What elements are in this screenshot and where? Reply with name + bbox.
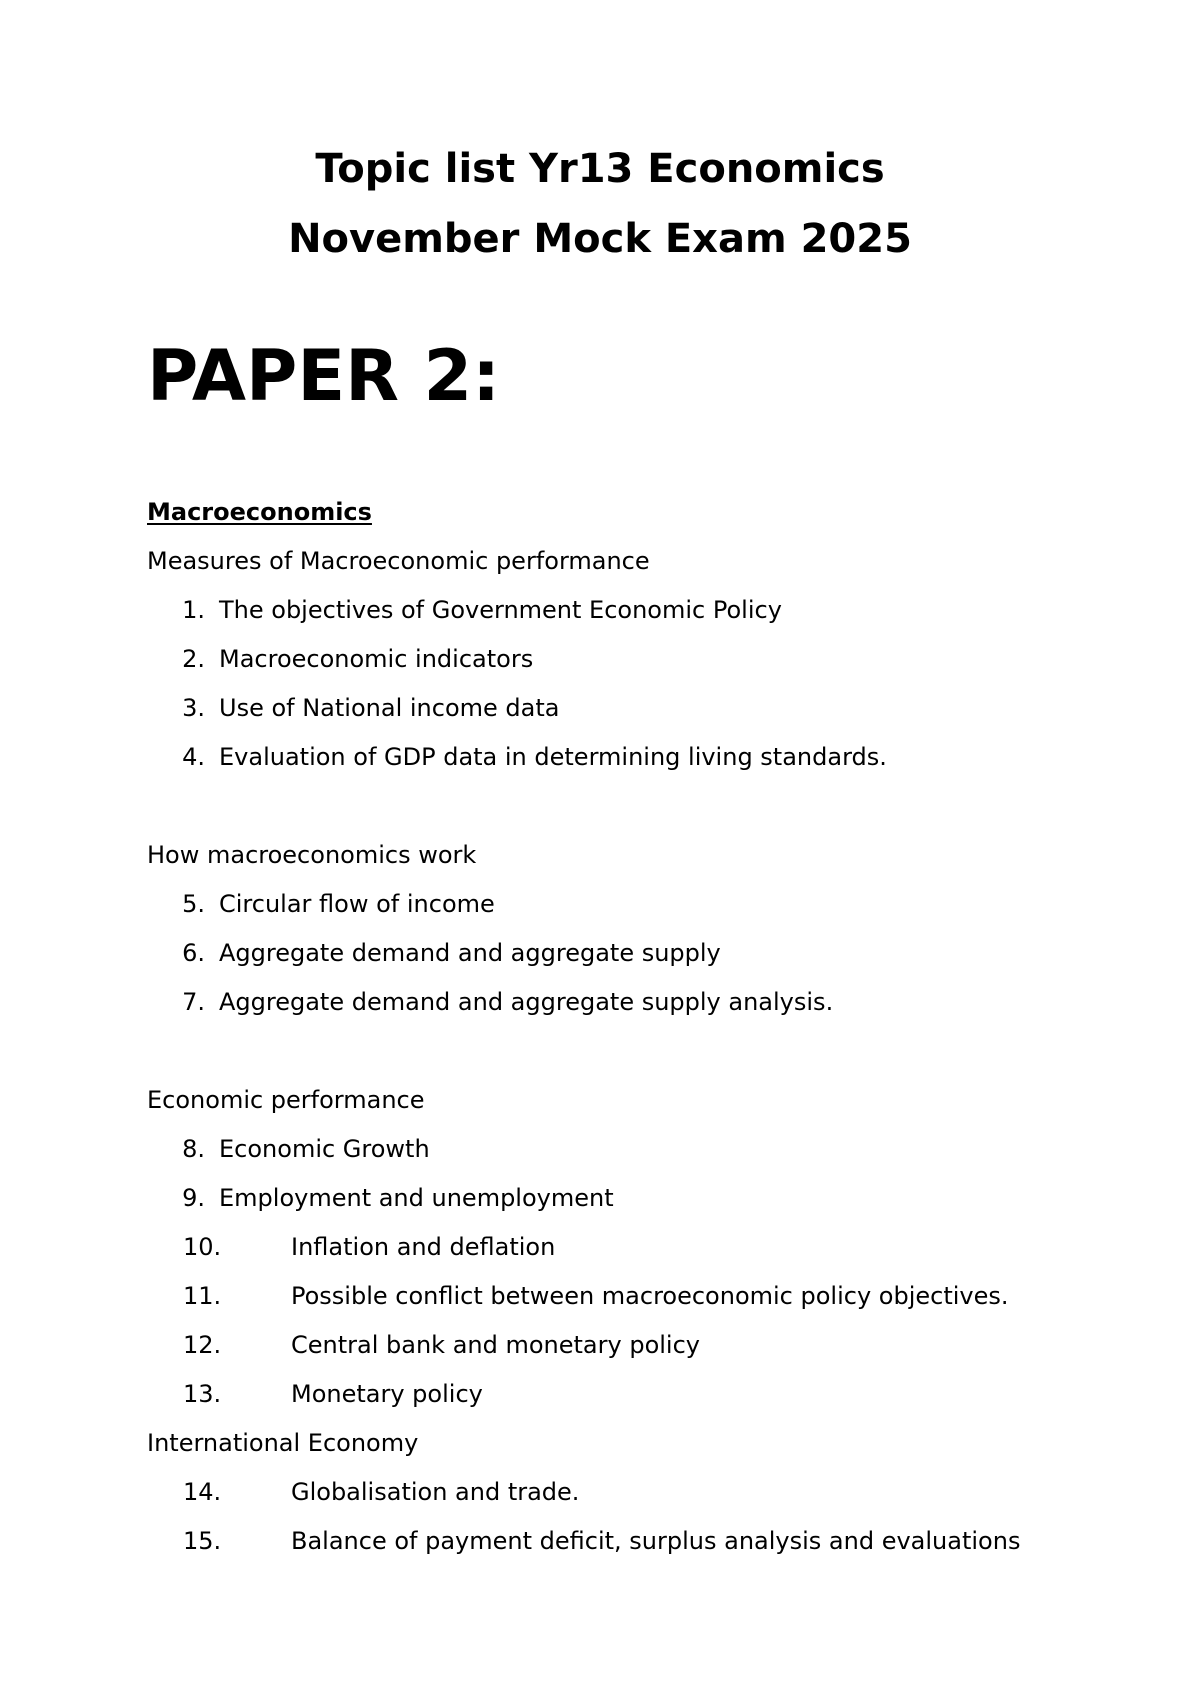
list-item-text: Aggregate demand and aggregate supply — [219, 939, 721, 967]
group-heading-international-economy: International Economy — [147, 1429, 419, 1457]
paper-heading: PAPER 2: — [147, 335, 501, 417]
group-heading-how-macro-works: How macroeconomics work — [147, 841, 477, 869]
list-item-text: Inflation and deflation — [291, 1233, 556, 1261]
list-item-number: 5. — [182, 890, 205, 918]
list-item-number: 7. — [182, 988, 205, 1016]
list-item-text: Macroeconomic indicators — [219, 645, 534, 673]
document-title: Topic list Yr13 Economics — [315, 146, 885, 192]
list-item-text: Aggregate demand and aggregate supply analysis. — [219, 988, 834, 1016]
list-item-text: Circular flow of income — [219, 890, 495, 918]
list-item-number: 11. — [183, 1282, 222, 1310]
list-item-number: 15. — [183, 1527, 222, 1555]
list-item-text: Balance of payment deficit, surplus analysis and evaluations — [291, 1527, 1021, 1555]
list-item-number: 9. — [182, 1184, 205, 1212]
list-item-text: Central bank and monetary policy — [291, 1331, 700, 1359]
list-item-number: 3. — [182, 694, 205, 722]
document-subtitle: November Mock Exam 2025 — [288, 216, 912, 262]
list-item-text: The objectives of Government Economic Policy — [219, 596, 782, 624]
list-item-text: Evaluation of GDP data in determining living standards. — [219, 743, 887, 771]
group-heading-economic-performance: Economic performance — [147, 1086, 425, 1114]
list-item-number: 1. — [182, 596, 205, 624]
list-item-text: Economic Growth — [219, 1135, 430, 1163]
list-item-text: Employment and unemployment — [219, 1184, 614, 1212]
section-heading-macroeconomics: Macroeconomics — [147, 498, 372, 526]
list-item-number: 8. — [182, 1135, 205, 1163]
list-item-number: 10. — [183, 1233, 222, 1261]
list-item-number: 13. — [183, 1380, 222, 1408]
list-item-number: 6. — [182, 939, 205, 967]
list-item-text: Globalisation and trade. — [291, 1478, 580, 1506]
list-item-number: 2. — [182, 645, 205, 673]
list-item-text: Use of National income data — [219, 694, 560, 722]
list-item-number: 4. — [182, 743, 205, 771]
group-heading-measures: Measures of Macroeconomic performance — [147, 547, 650, 575]
list-item-number: 12. — [183, 1331, 222, 1359]
list-item-text: Possible conflict between macroeconomic policy objectives. — [291, 1282, 1009, 1310]
list-item-text: Monetary policy — [291, 1380, 483, 1408]
list-item-number: 14. — [183, 1478, 222, 1506]
